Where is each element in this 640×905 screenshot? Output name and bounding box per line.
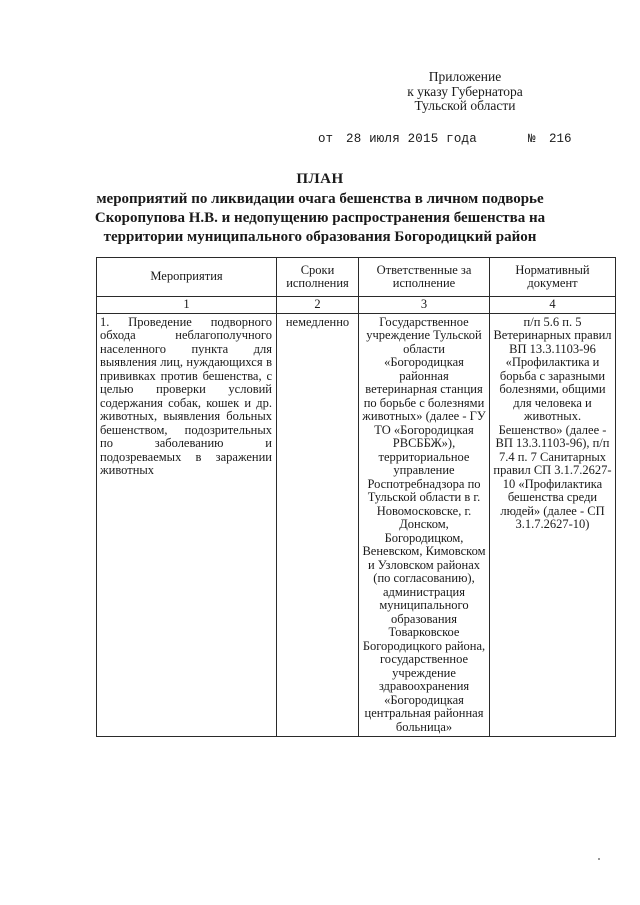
decree-number: 216	[549, 132, 572, 146]
column-number-row	[97, 297, 616, 314]
header-events: Мероприятия	[97, 258, 277, 297]
column-number: 3	[359, 297, 490, 314]
column-number: 4	[490, 297, 616, 314]
event-cell: 1. Проведение подворного обхода неблагополучного населенного пункта для выявления лиц, нуждающихся в прививках против бешенства, с целью проверки условий содержания собак, кошек и др. животных, выявления больных бешенством, подозрительных по заболеванию и подозреваемых в заражении животных	[97, 313, 277, 737]
scan-speck	[598, 858, 600, 860]
decree-prefix: от	[318, 132, 334, 146]
decree-number-sign: №	[528, 132, 536, 146]
column-number: 1	[97, 297, 277, 314]
responsible-cell: Государственное учреждение Тульской области «Богородицкая районная ветеринарная станция по борьбе с болезнями животных» (далее - ГУ ТО «Богородицкая РВСББЖ»), территориальное управление Роспотребнадзора по Тульской области в г. Новомосковске, г. Донском, Богородицком, Веневском, Кимовском и Узловском районах (по согласованию), администрация муниципального образования Товарковское Богородицкого района, государственное учреждение здравоохранения «Богородицкая центральная районная больница»	[359, 313, 490, 737]
header-responsible: Ответственные за исполнение	[359, 258, 490, 297]
document-cell: п/п 5.6 п. 5 Ветеринарных правил ВП 13.3.1103-96 «Профилактика и борьба с заразными болезнями, общими для человека и животных. Бешенство» (далее - ВП 13.3.1103-96), п/п 7.4 п. 7 Санитарных правил СП 3.1.7.2627-10 «Профилактика бешенства среди людей» (далее - СП 3.1.7.2627-10)	[490, 313, 616, 737]
attachment-line-2: к указу Губернатора	[407, 83, 523, 99]
title-heading: ПЛАН	[296, 171, 344, 187]
header-document: Нормативный документ	[490, 258, 616, 297]
column-number: 2	[277, 297, 359, 314]
table-header-row	[97, 258, 616, 297]
title-line-2: Скоропупова Н.В. и недопущению распространения бешенства на	[94, 210, 546, 226]
title-line-3: территории муниципального образования Богородицкий район	[103, 229, 537, 245]
attachment-block	[380, 70, 550, 114]
plan-table	[96, 257, 616, 737]
deadline-cell: немедленно	[277, 313, 359, 737]
attachment-line-1: Приложение	[428, 69, 502, 84]
header-deadlines: Сроки исполнения	[277, 258, 359, 297]
document-title	[0, 170, 640, 247]
decree-date: 28 июля 2015 года	[346, 132, 477, 146]
decree-line	[318, 132, 608, 150]
title-line-1: мероприятий по ликвидации очага бешенства в личном подворье	[96, 191, 544, 207]
table-row	[97, 313, 616, 737]
attachment-line-3: Тульской области	[414, 98, 516, 113]
